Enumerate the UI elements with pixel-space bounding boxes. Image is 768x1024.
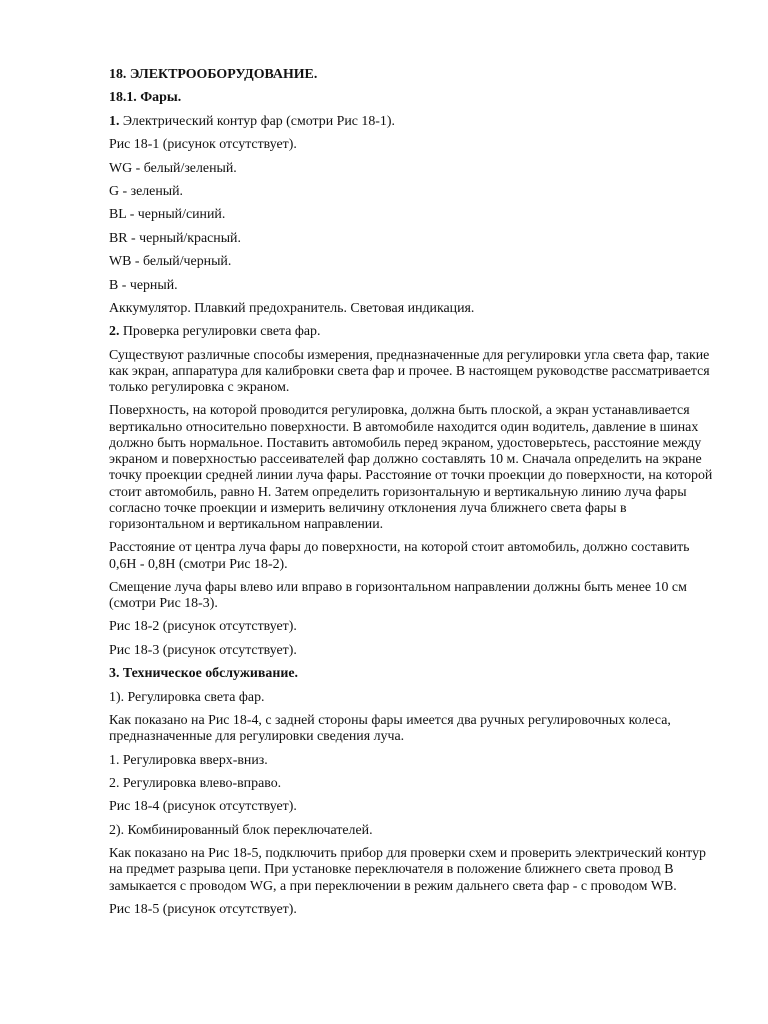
paragraph-offset: Смещение луча фары влево или вправо в горизонтальном направлении должны быть менее 10 см (смотри Рис 18-3).	[109, 579, 687, 612]
paragraph-switch: Как показано на Рис 18-5, подключить прибор для проверки схем и проверить электрический контур на предмет разрыва цепи. При установке переключателя в положение ближнего света провод B замыкается с проводом WG, а при переключении в режим дальнего света фар - с проводом WB.	[109, 846, 706, 894]
legend-b: B - черный.	[109, 277, 178, 293]
item-1-number: 1.	[109, 113, 120, 129]
legend-bl: BL - черный/синий.	[109, 207, 226, 223]
figure-18-2-note: Рис 18-2 (рисунок отсутствует).	[109, 619, 297, 635]
components-line: Аккумулятор. Плавкий предохранитель. Световая индикация.	[109, 300, 475, 316]
item-2	[109, 324, 719, 340]
item-2-number: 2.	[109, 324, 120, 340]
paragraph-methods: Существуют различные способы измерения, предназначенные для регулировки угла света фар, такие как экран, аппаратура для калибровки света фар и прочее. В настоящем руководстве рассматривается только регулировка с экраном.	[109, 347, 710, 396]
figure-18-5-note: Рис 18-5 (рисунок отсутствует).	[109, 902, 297, 917]
subitem-2: 2). Комбинированный блок переключателей.	[109, 822, 373, 838]
figure-18-1-note: Рис 18-1 (рисунок отсутствует).	[109, 137, 297, 153]
item-1-text: Электрический контур фар (смотри Рис 18-1).	[119, 113, 395, 129]
subitem-1: 1). Регулировка света фар.	[109, 689, 265, 705]
adjustment-2: 2. Регулировка влево-вправо.	[109, 776, 282, 792]
subsection-heading: 18.1. Фары.	[109, 90, 182, 106]
legend-wb: WB - белый/черный.	[109, 254, 232, 270]
section-heading: 18. ЭЛЕКТРООБОРУДОВАНИЕ.	[109, 67, 318, 82]
document-body	[109, 67, 719, 925]
paragraph-wheels: Как показано на Рис 18-4, с задней стороны фары имеется два ручных регулировочных колеса, предназначенные для регулировки сведения луча.	[109, 713, 671, 745]
legend-g: G - зеленый.	[109, 183, 184, 199]
item-1	[109, 114, 719, 130]
figure-18-3-note: Рис 18-3 (рисунок отсутствует).	[109, 642, 297, 658]
item-2-text: Проверка регулировки света фар.	[119, 324, 321, 340]
legend-wg: WG - белый/зеленый.	[109, 160, 237, 176]
paragraph-distance: Расстояние от центра луча фары до поверхности, на которой стоит автомобиль, должно составить 0,6H - 0,8H (смотри Рис 18-2).	[109, 540, 690, 572]
paragraph-surface: Поверхность, на которой проводится регулировка, должна быть плоской, а экран устанавливается вертикально относительно поверхности. В автомобиле находится один водитель, давление в шинах должно быть нормальное. Поставить автомобиль перед экраном, удостоверьтесь, расстояние между экраном и поверхностью рассеивателей фар должно составлять 10 м. Сначала определить на экране точку проекции средней линии луча фары. Расстояние от точки проекции до поверхности, на которой стоит автомобиль, равно H. Затем определить горизонтальную и вертикальную линию луча фары согласно точке проекции и измерить величину отклонения луча ближнего света фары в горизонтальном и вертикальном направлении.	[109, 403, 713, 532]
figure-18-4-note: Рис 18-4 (рисунок отсутствует).	[109, 799, 297, 815]
legend-br: BR - черный/красный.	[109, 230, 241, 246]
adjustment-1: 1. Регулировка вверх-вниз.	[109, 752, 268, 768]
item-3-heading: 3. Техническое обслуживание.	[109, 666, 298, 682]
